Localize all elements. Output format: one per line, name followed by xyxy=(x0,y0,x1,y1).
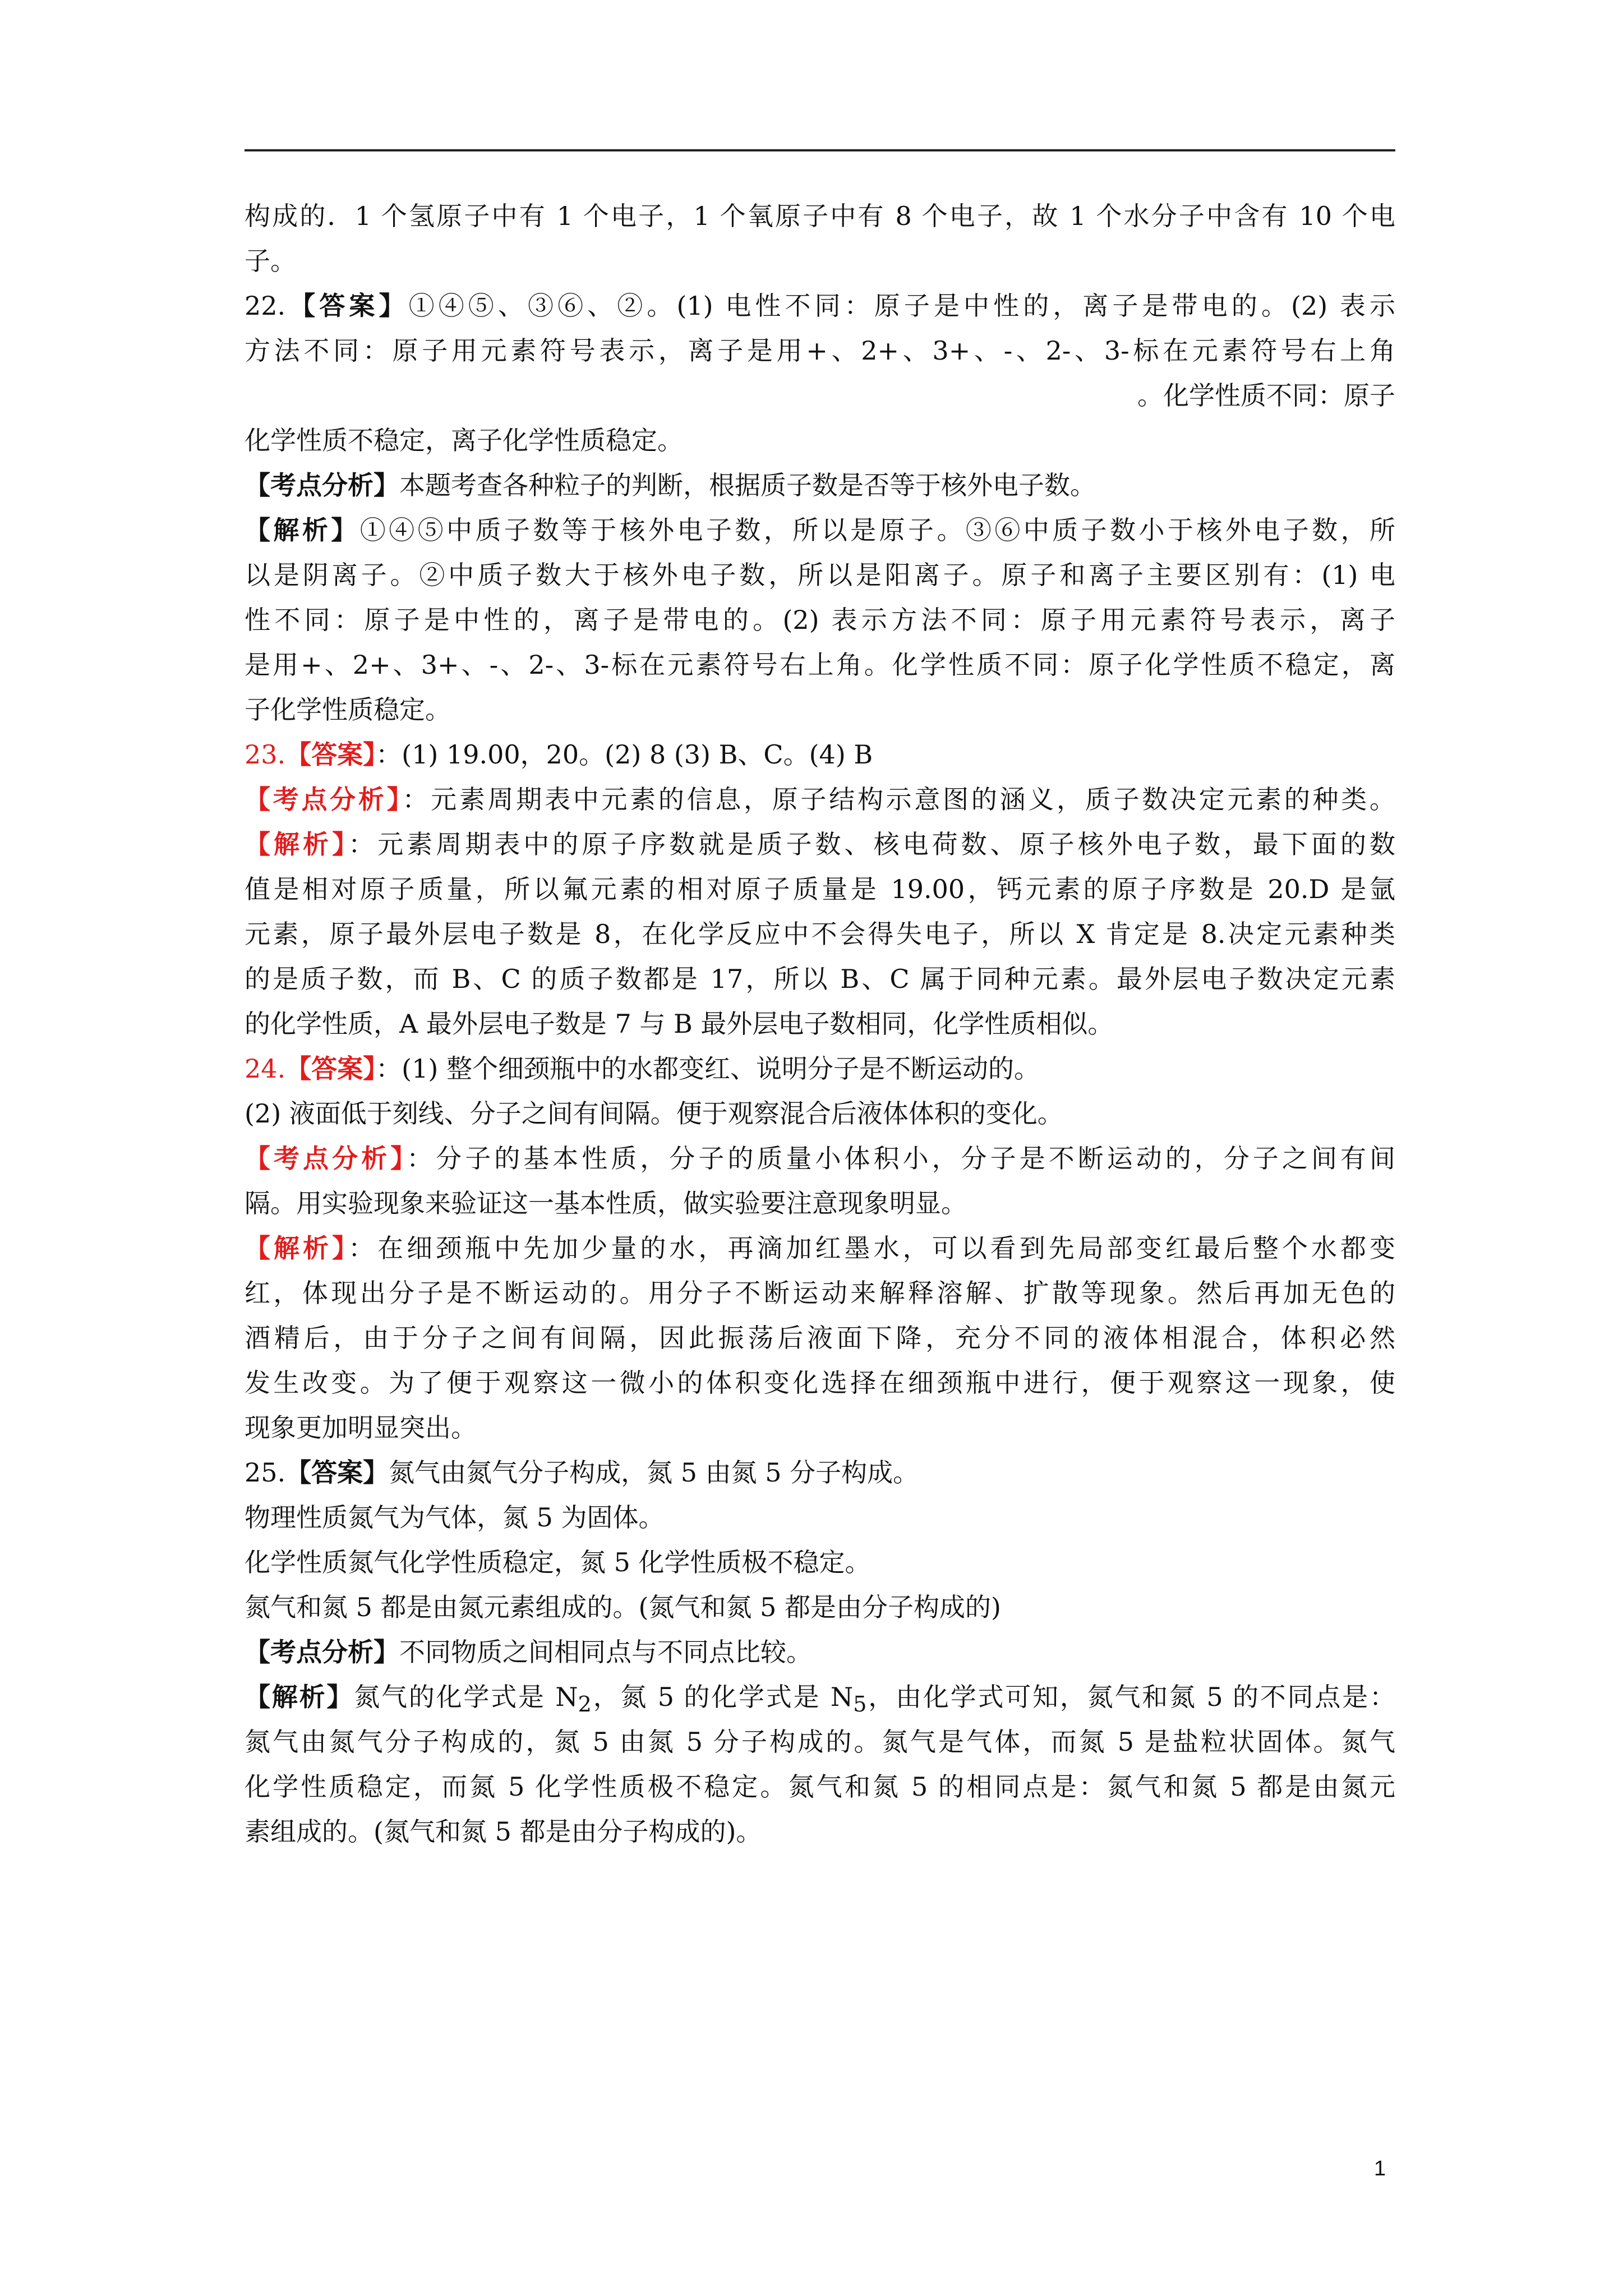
page-number: 1 xyxy=(1374,2157,1386,2180)
q25-jiexi-line-1 xyxy=(245,1674,1395,1719)
q25-answer-line-2: 物理性质氮气为气体，氮 5 为固体。 xyxy=(245,1502,665,1533)
q25-jiexi-text-1b: ，氮 5 的化学式是 N xyxy=(591,1682,854,1712)
q24-answer-text-1: ：(1) 整个细颈瓶中的水都变红、说明分子是不断运动的。 xyxy=(376,1053,1040,1084)
q23-answer xyxy=(245,732,1395,777)
q22-jiexi-line-5: 子化学性质稳定。 xyxy=(245,694,451,725)
q24-kaodian-tag: 【考点分析】 xyxy=(245,1143,407,1174)
q22-answer-text-1: ①④⑤、③⑥、②。(1) 电性不同：原子是中性的，离子是带电的。(2) 表示 xyxy=(408,291,1396,321)
q25-formula-sub-2: 2 xyxy=(578,1692,592,1718)
q24-kaodian-line-1 xyxy=(245,1136,1395,1181)
q22-kaodian xyxy=(245,463,1395,508)
q22-number: 22. xyxy=(245,291,286,321)
q23-jiexi-line-4: 的是质子数，而 B、C 的质子数都是 17，所以 B、C 属于同种元素。最外层电子数决定元素 xyxy=(245,964,1395,994)
q24-jiexi-line-4: 发生改变。为了便于观察这一微小的体积变化选择在细颈瓶中进行，便于观察这一现象，使 xyxy=(245,1368,1395,1398)
q25-jiexi-line-2: 氮气由氮气分子构成的，氮 5 由氮 5 分子构成的。氮气是气体，而氮 5 是盐粒状固体。氮气 xyxy=(245,1727,1395,1757)
q25-jiexi-line-3: 化学性质稳定，而氮 5 化学性质极不稳定。氮气和氮 5 的相同点是：氮气和氮 5 都是由氮元 xyxy=(245,1772,1395,1802)
q23-jiexi-tag: 【解析】 xyxy=(245,829,349,859)
q25-kaodian-text: 不同物质之间相同点与不同点比较。 xyxy=(399,1637,812,1667)
q22-answer-line-4: 化学性质不稳定，离子化学性质稳定。 xyxy=(245,425,683,455)
q22-jiexi-line-1 xyxy=(245,508,1395,553)
q23-jiexi-line-2: 值是相对原子质量，所以氟元素的相对原子质量是 19.00，钙元素的原子序数是 20.D 是氩 xyxy=(245,874,1395,904)
q25-kaodian-tag: 【考点分析】 xyxy=(245,1637,399,1667)
q23-answer-tag: 【答案】 xyxy=(285,739,376,770)
q23-kaodian-tag: 【考点分析】 xyxy=(245,784,403,815)
q24-jiexi-text-1: ：在细颈瓶中先加少量的水，再滴加红墨水，可以看到先局部变红最后整个水都变 xyxy=(348,1233,1396,1263)
q25-jiexi-tag: 【解析】 xyxy=(245,1682,354,1712)
q22-kaodian-tag: 【考点分析】 xyxy=(245,470,399,500)
q22-kaodian-text: 本题考查各种粒子的判断，根据质子数是否等于核外电子数。 xyxy=(399,470,1096,500)
q22-jiexi-line-2: 以是阴离子。②中质子数大于核外电子数，所以是阳离子。原子和离子主要区别有：(1) 电 xyxy=(245,560,1395,590)
q22-answer-line-1 xyxy=(245,283,1395,328)
q22-answer-line-2: 方法不同：原子用元素符号表示，离子是用+、2+、3+、-、2-、3-标在元素符号右上角 xyxy=(245,335,1395,366)
q22-jiexi-line-4: 是用+、2+、3+、-、2-、3-标在元素符号右上角。化学性质不同：原子化学性质不稳定，离 xyxy=(245,650,1395,680)
q22-jiexi-text-1: ①④⑤中质子数等于核外电子数，所以是原子。③⑥中质子数小于核外电子数，所 xyxy=(359,515,1396,545)
q21-line-2: 子。 xyxy=(245,246,296,276)
q22-answer-line-3: 。化学性质不同：原子 xyxy=(1137,380,1395,411)
q24-answer-line-1 xyxy=(245,1046,1395,1091)
q23-jiexi-text-1: ：元素周期表中的原子序数就是质子数、核电荷数、原子核外电子数，最下面的数 xyxy=(348,829,1396,859)
q24-answer-line-2: (2) 液面低于刻线、分子之间有间隔。便于观察混合后液体体积的变化。 xyxy=(245,1098,1063,1129)
q24-jiexi-line-3: 酒精后，由于分子之间有间隔，因此振荡后液面下降，充分不同的液体相混合，体积必然 xyxy=(245,1323,1395,1353)
q25-number: 25. xyxy=(245,1457,286,1488)
q24-answer-tag: 【答案】 xyxy=(285,1053,376,1084)
q23-jiexi-line-1 xyxy=(245,822,1395,867)
q22-jiexi-tag: 【解析】 xyxy=(245,515,360,545)
q23-jiexi-line-5: 的化学性质，A 最外层电子数是 7 与 B 最外层电子数相同，化学性质相似。 xyxy=(245,1009,1114,1039)
q23-number: 23. xyxy=(245,739,286,770)
q25-formula-sub-5: 5 xyxy=(853,1692,867,1718)
q24-kaodian-text-1: ：分子的基本性质，分子的质量小体积小，分子是不断运动的，分子之间有间 xyxy=(407,1143,1396,1174)
q23-kaodian xyxy=(245,777,1395,822)
q25-jiexi-text-1c: ，由化学式可知，氮气和氮 5 的不同点是： xyxy=(866,1682,1396,1712)
q25-answer-text-1: 氮气由氮气分子构成，氮 5 由氮 5 分子构成。 xyxy=(389,1457,919,1488)
document-body xyxy=(245,194,1395,1854)
q24-jiexi-line-5: 现象更加明显突出。 xyxy=(245,1412,477,1443)
q22-answer-tag: 【答案】 xyxy=(285,291,409,321)
q24-jiexi-line-1 xyxy=(245,1226,1395,1271)
q24-kaodian-line-2: 隔。用实验现象来验证这一基本性质，做实验要注意现象明显。 xyxy=(245,1188,967,1218)
q24-jiexi-tag: 【解析】 xyxy=(245,1233,349,1263)
q25-kaodian xyxy=(245,1630,1395,1674)
q25-answer-tag: 【答案】 xyxy=(285,1457,389,1488)
q25-jiexi-line-4: 素组成的。(氮气和氮 5 都是由分子构成的)。 xyxy=(245,1816,762,1847)
q25-answer-line-4: 氮气和氮 5 都是由氮元素组成的。(氮气和氮 5 都是由分子构成的) xyxy=(245,1592,1001,1622)
q21-line-1: 构成的．1 个氢原子中有 1 个电子，1 个氧原子中有 8 个电子，故 1 个水分子中含有 10 个电 xyxy=(245,201,1395,231)
q25-answer-line-1 xyxy=(245,1450,1395,1495)
q23-kaodian-text: ：元素周期表中元素的信息，原子结构示意图的涵义，质子数决定元素的种类。 xyxy=(402,784,1396,815)
q22-jiexi-line-3: 性不同：原子是中性的，离子是带电的。(2) 表示方法不同：原子用元素符号表示，离子 xyxy=(245,605,1395,635)
q25-jiexi-text-1a: 氮气的化学式是 N xyxy=(354,1682,578,1712)
q23-jiexi-line-3: 元素，原子最外层电子数是 8，在化学反应中不会得失电子，所以 X 肯定是 8.决定元素种类 xyxy=(245,919,1395,949)
header-rule xyxy=(245,149,1395,151)
q24-number: 24. xyxy=(245,1053,286,1084)
q23-answer-text: ：(1) 19.00，20。(2) 8 (3) B、C。(4) B xyxy=(376,739,873,770)
q25-answer-line-3: 化学性质氮气化学性质稳定，氮 5 化学性质极不稳定。 xyxy=(245,1547,871,1577)
q24-jiexi-line-2: 红，体现出分子是不断运动的。用分子不断运动来解释溶解、扩散等现象。然后再加无色的 xyxy=(245,1278,1395,1308)
